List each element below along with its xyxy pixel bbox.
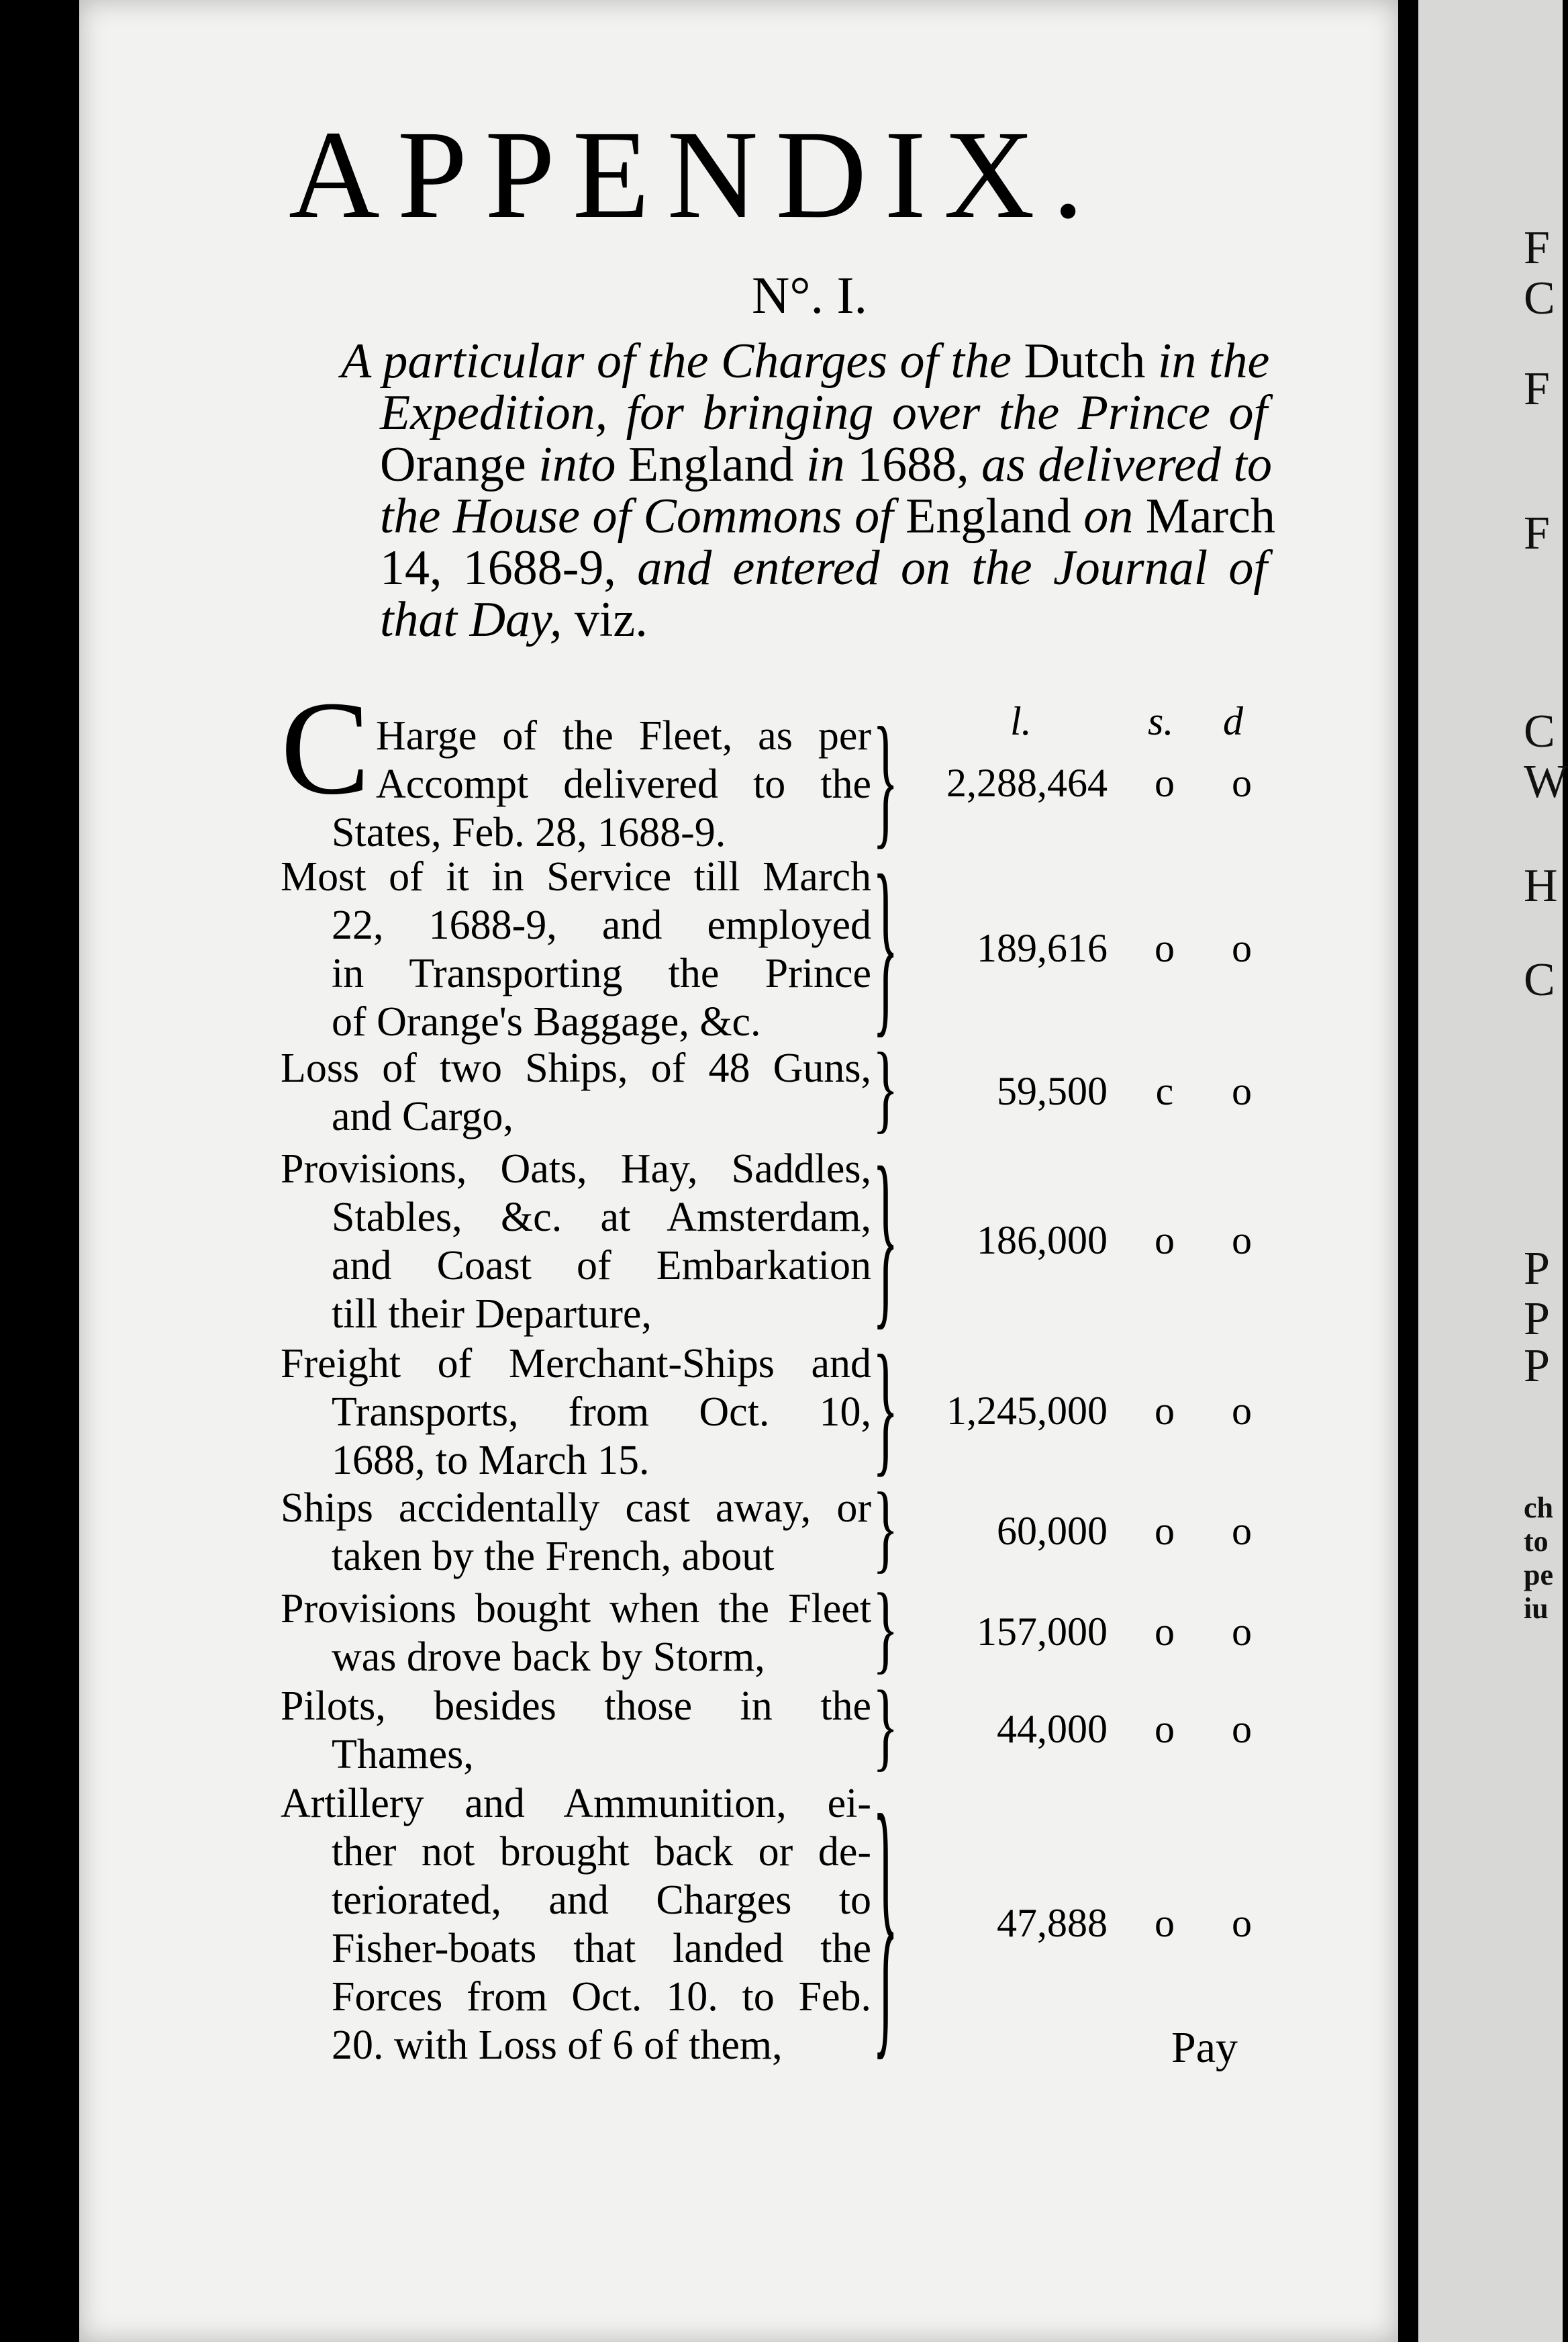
amount-shillings: o	[1155, 1901, 1175, 1945]
facing-page-letter: P	[1524, 1293, 1550, 1345]
charge-item	[281, 1145, 871, 1338]
charge-line: ther not brought back or de-	[332, 1829, 871, 1875]
facing-page-letter: P	[1524, 1340, 1550, 1392]
drop-capital: C	[281, 674, 371, 823]
facing-page-letter: P	[1524, 1243, 1550, 1295]
charge-line: in Transporting the Prince	[332, 951, 871, 996]
charge-item	[281, 1484, 871, 1581]
amount-pounds: 186,000	[977, 1218, 1108, 1262]
amount-pounds: 47,888	[997, 1901, 1108, 1945]
charge-line: Harge of the Fleet, as per	[376, 713, 871, 759]
charge-line: Fisher-boats that landed the	[332, 1926, 871, 1971]
charge-line: and Coast of Embarkation	[332, 1243, 871, 1289]
facing-page-letter: F	[1524, 222, 1550, 274]
amount-pence: o	[1232, 1218, 1252, 1262]
intro-text: that Day,	[380, 592, 575, 647]
intro-text: Expedition, for bringing over the Prince of	[380, 385, 1267, 440]
appendix-number: N°. I.	[752, 266, 867, 324]
amount-shillings: o	[1155, 1218, 1175, 1262]
charge-item	[281, 853, 871, 1046]
charge-line: taken by the French, about	[332, 1534, 775, 1579]
intro-line	[341, 543, 1267, 594]
amount-pence: o	[1232, 1069, 1252, 1113]
facing-page-fragment: to	[1524, 1525, 1549, 1558]
charge-line: Artillery and Ammunition, ei-	[281, 1781, 871, 1826]
intro-text: and entered on the Journal of	[616, 541, 1267, 596]
facing-page-fragment: iu	[1524, 1592, 1549, 1625]
amount-pounds: 60,000	[997, 1509, 1108, 1553]
facing-page-letter: F	[1524, 508, 1550, 559]
amount-pounds: 44,000	[997, 1707, 1108, 1751]
charge-line: Most of it in Service till March	[281, 854, 871, 900]
charge-item	[281, 712, 871, 857]
intro-text: 14, 1688-9,	[380, 541, 616, 596]
amount-pounds: 157,000	[977, 1609, 1108, 1654]
charge-line: Loss of two Ships, of 48 Guns,	[281, 1045, 871, 1091]
intro-line	[341, 489, 1275, 544]
charge-item	[281, 1044, 871, 1141]
brace-mark: }	[873, 698, 899, 863]
column-header-pounds: l.	[1010, 699, 1032, 743]
column-header-shillings: s.	[1148, 699, 1174, 743]
amount-shillings: o	[1155, 926, 1175, 970]
amount-shillings: o	[1155, 1509, 1175, 1553]
intro-text: in the	[1145, 334, 1270, 389]
charge-line: teriorated, and Charges to	[332, 1877, 871, 1923]
column-header-pence: d	[1223, 699, 1243, 743]
amount-shillings: o	[1155, 1609, 1175, 1654]
page-title: APPENDIX.	[289, 104, 1101, 244]
catchword: Pay	[1171, 2023, 1238, 2072]
intro-text: on	[1071, 489, 1146, 544]
amount-shillings: o	[1155, 1389, 1175, 1433]
amount-pence: o	[1232, 1509, 1252, 1553]
facing-page-edge	[1418, 0, 1563, 2342]
amount-pounds: 59,500	[997, 1069, 1108, 1113]
intro-text: into	[526, 437, 628, 492]
brace-mark: }	[873, 1759, 899, 2087]
charge-line: till their Departure,	[332, 1291, 652, 1337]
brace-mark: }	[873, 1033, 899, 1143]
charge-line: Forces from Oct. 10. to Feb.	[332, 1974, 871, 2020]
amount-pence: o	[1232, 1707, 1252, 1751]
facing-page-fragment: ch	[1524, 1491, 1553, 1524]
charge-line: of Orange's Baggage, &c.	[332, 999, 761, 1045]
brace-mark: }	[873, 1574, 899, 1684]
intro-text: England	[628, 437, 794, 492]
charge-line: Thames,	[332, 1732, 474, 1777]
charge-line: Stables, &c. at Amsterdam,	[332, 1195, 871, 1240]
brace-mark: }	[873, 1671, 899, 1781]
amount-pence: o	[1232, 1901, 1252, 1945]
page-gutter	[1398, 0, 1418, 2342]
intro-text: 1688,	[857, 437, 969, 492]
brace-mark: }	[873, 1129, 899, 1348]
intro-text: A particular of the Charges of the	[341, 334, 1024, 389]
brace-mark: }	[873, 837, 899, 1056]
intro-paragraph	[341, 334, 1275, 647]
facing-page-letter: H	[1524, 860, 1558, 912]
brace-mark: }	[873, 1326, 899, 1491]
intro-line	[341, 437, 1272, 492]
intro-text: the House of Commons of	[380, 489, 906, 544]
charge-item	[281, 1682, 871, 1779]
intro-text: viz.	[574, 592, 648, 647]
charge-item	[281, 1585, 871, 1681]
intro-line	[341, 387, 1267, 439]
intro-text: Dutch	[1024, 334, 1146, 389]
charge-item	[281, 1779, 871, 2069]
charge-line: Pilots, besides those in the	[281, 1683, 871, 1729]
amount-pence: o	[1232, 1609, 1252, 1654]
amount-shillings: c	[1155, 1069, 1174, 1113]
intro-text: England	[905, 489, 1071, 544]
facing-page-fragment: pe	[1524, 1558, 1553, 1591]
amount-pounds: 1,245,000	[946, 1389, 1108, 1433]
charge-line: Provisions, Oats, Hay, Saddles,	[281, 1146, 871, 1192]
charge-line: 22, 1688-9, and employed	[332, 902, 871, 948]
charge-line: was drove back by Storm,	[332, 1634, 765, 1680]
intro-text: in	[793, 437, 858, 492]
intro-line	[341, 594, 1267, 646]
charge-line: and Cargo,	[332, 1094, 513, 1139]
charge-line: Freight of Merchant-Ships and	[281, 1341, 871, 1387]
amount-pence: o	[1232, 926, 1252, 970]
amount-shillings: o	[1155, 761, 1175, 805]
charge-line: Provisions bought when the Fleet	[281, 1586, 871, 1632]
amount-shillings: o	[1155, 1707, 1175, 1751]
intro-text: March	[1145, 489, 1275, 544]
intro-line	[341, 334, 1270, 389]
intro-text: as delivered to	[969, 437, 1272, 492]
facing-page-letter: C	[1524, 273, 1555, 324]
charge-line: States, Feb. 28, 1688-9.	[332, 810, 726, 855]
charge-line: 1688, to March 15.	[332, 1438, 650, 1483]
charge-line: Accompt delivered to the	[376, 761, 871, 807]
amount-pence: o	[1232, 1389, 1252, 1433]
charge-line: 20. with Loss of 6 of them,	[332, 2022, 783, 2068]
facing-page-letter: W	[1524, 756, 1568, 808]
amount-pounds: 189,616	[977, 926, 1108, 970]
facing-page-letter: C	[1524, 706, 1555, 757]
charge-item	[281, 1340, 871, 1485]
amount-pounds: 2,288,464	[946, 761, 1108, 805]
amount-pence: o	[1232, 761, 1252, 805]
intro-text: Orange	[380, 437, 526, 492]
facing-page-letter: C	[1524, 954, 1555, 1006]
charge-line: Transports, from Oct. 10,	[332, 1389, 871, 1435]
brace-mark: }	[873, 1473, 899, 1583]
facing-page-letter: F	[1524, 363, 1550, 415]
charge-line: Ships accidentally cast away, or	[281, 1485, 871, 1531]
